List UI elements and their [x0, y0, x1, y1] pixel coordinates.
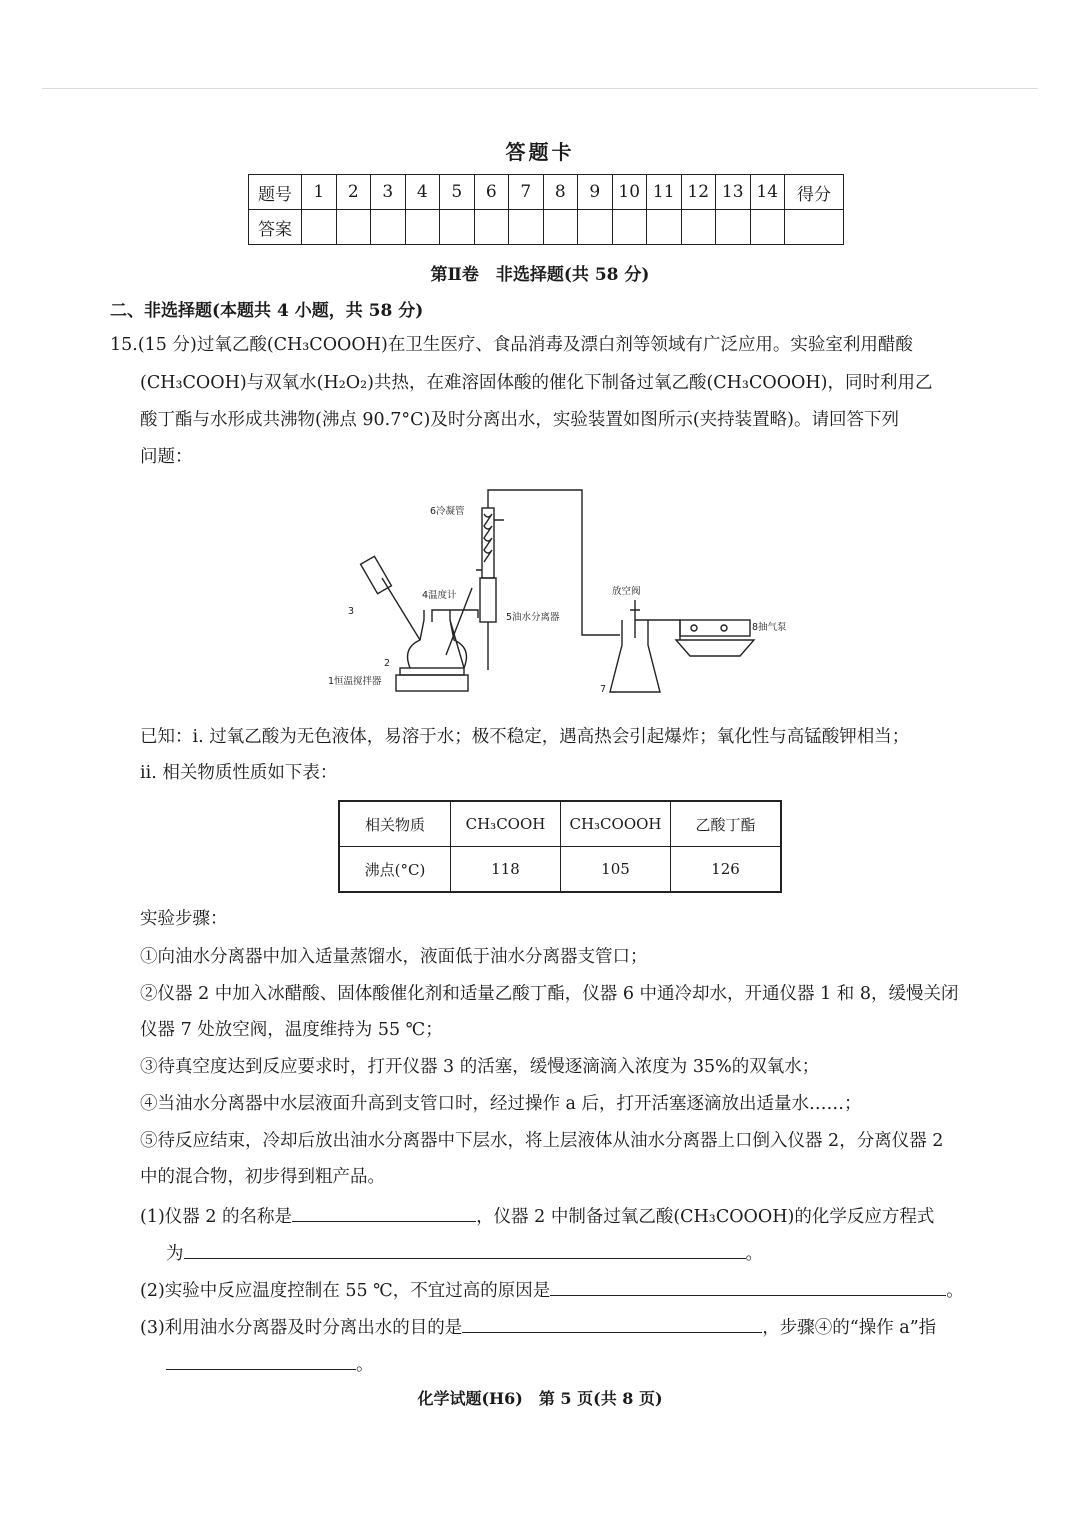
q15-line1: 15.(15 分)过氧乙酸(CH₃COOOH)在卫生医疗、食品消毒及漂白剂等领域有广泛应用。实验室利用醋酸	[110, 335, 913, 355]
label-pump: 8抽气泵	[752, 622, 787, 633]
row-label-bp: 沸点(°C)	[339, 847, 451, 893]
label-funnel: 3	[348, 606, 355, 617]
label-erlenmeyer: 7	[600, 684, 607, 695]
stirrer-plate	[400, 668, 464, 675]
oil-water-separator	[480, 578, 496, 622]
question-number: 8	[543, 175, 578, 210]
q15-line2: (CH₃COOH)与双氧水(H₂O₂)共热，在难溶固体酸的催化下制备过氧乙酸(CH₃COOOH)，同时利用乙	[140, 373, 933, 393]
page-title: 答题卡	[505, 140, 575, 164]
header-peracetic-acid: CH₃COOOH	[561, 801, 671, 847]
answer-cell[interactable]	[681, 210, 716, 245]
header-substance: 相关物质	[339, 801, 451, 847]
answer-cell[interactable]	[474, 210, 509, 245]
step-5b: 中的混合物，初步得到粗产品。	[140, 1167, 385, 1187]
question-number: 13	[716, 175, 751, 210]
funnel-body	[361, 556, 392, 593]
question-number: 9	[578, 175, 613, 210]
answer-blank-q1-name[interactable]	[292, 1203, 476, 1222]
question-3-line	[140, 1314, 936, 1341]
header-acetic-acid: CH₃COOH	[451, 801, 561, 847]
answer-blank-q1-equation[interactable]	[184, 1240, 746, 1259]
answer-cell[interactable]	[302, 210, 337, 245]
step-2b: 仪器 7 处放空阀，温度维持为 55 ℃；	[140, 1020, 443, 1040]
step-5a: ⑤待反应结束，冷却后放出油水分离器中下层水，将上层液体从油水分离器上口倒入仪器 2，分离仪器 2	[140, 1131, 944, 1151]
properties-header-row	[339, 801, 781, 847]
answer-cell[interactable]	[578, 210, 613, 245]
question-3-operation-line	[166, 1351, 374, 1378]
question-number: 11	[647, 175, 682, 210]
step-2a: ②仪器 2 中加入冰醋酸、固体酸催化剂和适量乙酸丁酯，仪器 6 中通冷却水，开通仪器 1 和 8，缓慢关闭	[140, 984, 959, 1004]
answer-row-numbers	[249, 175, 844, 210]
section-title: 第Ⅱ卷 非选择题(共 58 分)	[430, 265, 650, 285]
question-number: 3	[371, 175, 406, 210]
q3-prompt-2: ，步骤④的“操作 a”指	[762, 1318, 937, 1338]
answer-cell[interactable]	[440, 210, 475, 245]
answer-card-table	[248, 174, 844, 245]
label-vent-valve: 放空阀	[612, 586, 641, 597]
stirrer-base	[396, 675, 468, 691]
score-label: 得分	[785, 175, 844, 210]
label-stirrer: 1恒温搅拌器	[328, 676, 382, 687]
row-label-answer: 答案	[249, 210, 302, 245]
question-2-line	[140, 1277, 964, 1304]
question-number: 1	[302, 175, 337, 210]
question-number: 10	[612, 175, 647, 210]
label-condenser: 6冷凝管	[430, 506, 465, 517]
question-number: 6	[474, 175, 509, 210]
properties-bp-row	[339, 847, 781, 893]
answer-cell[interactable]	[371, 210, 406, 245]
answer-cell[interactable]	[543, 210, 578, 245]
question-1-equation-line	[166, 1240, 763, 1267]
q1-prompt-3: 为	[166, 1244, 184, 1264]
known-ii: ⅱ. 相关物质性质如下表：	[140, 763, 338, 783]
question-number: 14	[750, 175, 785, 210]
answer-cell[interactable]	[509, 210, 544, 245]
properties-table	[338, 800, 782, 893]
label-thermometer: 4温度计	[422, 590, 457, 601]
label-separator: 5油水分离器	[506, 612, 560, 623]
answer-cell[interactable]	[612, 210, 647, 245]
q1-prompt-2: ，仪器 2 中制备过氧乙酸(CH₃COOOH)的化学反应方程式	[476, 1207, 935, 1227]
step-1: ①向油水分离器中加入适量蒸馏水，液面低于油水分离器支管口；	[140, 947, 648, 967]
bp-butyl-acetate: 126	[671, 847, 782, 893]
q1-period: 。	[745, 1244, 763, 1264]
row-label-number: 题号	[249, 175, 302, 210]
page-footer: 化学试题(H6) 第 5 页(共 8 页)	[417, 1389, 663, 1408]
q1-prompt: (1)仪器 2 的名称是	[140, 1207, 293, 1227]
answer-cell[interactable]	[405, 210, 440, 245]
bp-acetic-acid: 118	[451, 847, 561, 893]
three-neck-flask	[408, 620, 467, 668]
answer-blank-q2[interactable]	[550, 1277, 946, 1296]
score-cell[interactable]	[785, 210, 844, 245]
steps-title: 实验步骤：	[140, 909, 228, 929]
label-flask: 2	[384, 658, 391, 669]
apparatus-diagram	[320, 470, 800, 710]
header-butyl-acetate: 乙酸丁酯	[671, 801, 782, 847]
answer-cell[interactable]	[647, 210, 682, 245]
q2-period: 。	[946, 1281, 964, 1301]
question-number: 7	[509, 175, 544, 210]
bp-peracetic-acid: 105	[561, 847, 671, 893]
step-3: ③待真空度达到反应要求时，打开仪器 3 的活塞，缓慢逐滴滴入浓度为 35%的双氧水；	[140, 1057, 820, 1077]
q15-line3: 酸丁酯与水形成共沸物(沸点 90.7°C)及时分离出水，实验装置如图所示(夹持装置略)。请回答下列	[140, 410, 899, 430]
known-i: 已知：ⅰ. 过氧乙酸为无色液体，易溶于水；极不稳定，遇高热会引起爆炸；氧化性与高锰酸钾相当；	[140, 727, 910, 747]
question-number: 12	[681, 175, 716, 210]
answer-cell[interactable]	[336, 210, 371, 245]
section2-header: 二、非选择题(本题共 4 小题，共 58 分)	[110, 301, 424, 321]
answer-blank-q3-purpose[interactable]	[462, 1314, 762, 1333]
step-4: ④当油水分离器中水层液面升高到支管口时，经过操作 a 后，打开活塞逐滴放出适量水……；	[140, 1094, 862, 1114]
question-number: 2	[336, 175, 371, 210]
q15-line4: 问题：	[140, 447, 193, 467]
answer-blank-q3-operation[interactable]	[166, 1351, 356, 1370]
answer-row-blanks	[249, 210, 844, 245]
question-1-line	[140, 1203, 934, 1230]
q3-prompt: (3)利用油水分离器及时分离出水的目的是	[140, 1318, 463, 1338]
answer-cell[interactable]	[750, 210, 785, 245]
q2-prompt: (2)实验中反应温度控制在 55 ℃，不宜过高的原因是	[140, 1281, 551, 1301]
top-divider	[42, 88, 1038, 89]
question-number: 4	[405, 175, 440, 210]
question-number: 5	[440, 175, 475, 210]
q3-period: 。	[356, 1355, 374, 1375]
answer-cell[interactable]	[716, 210, 751, 245]
